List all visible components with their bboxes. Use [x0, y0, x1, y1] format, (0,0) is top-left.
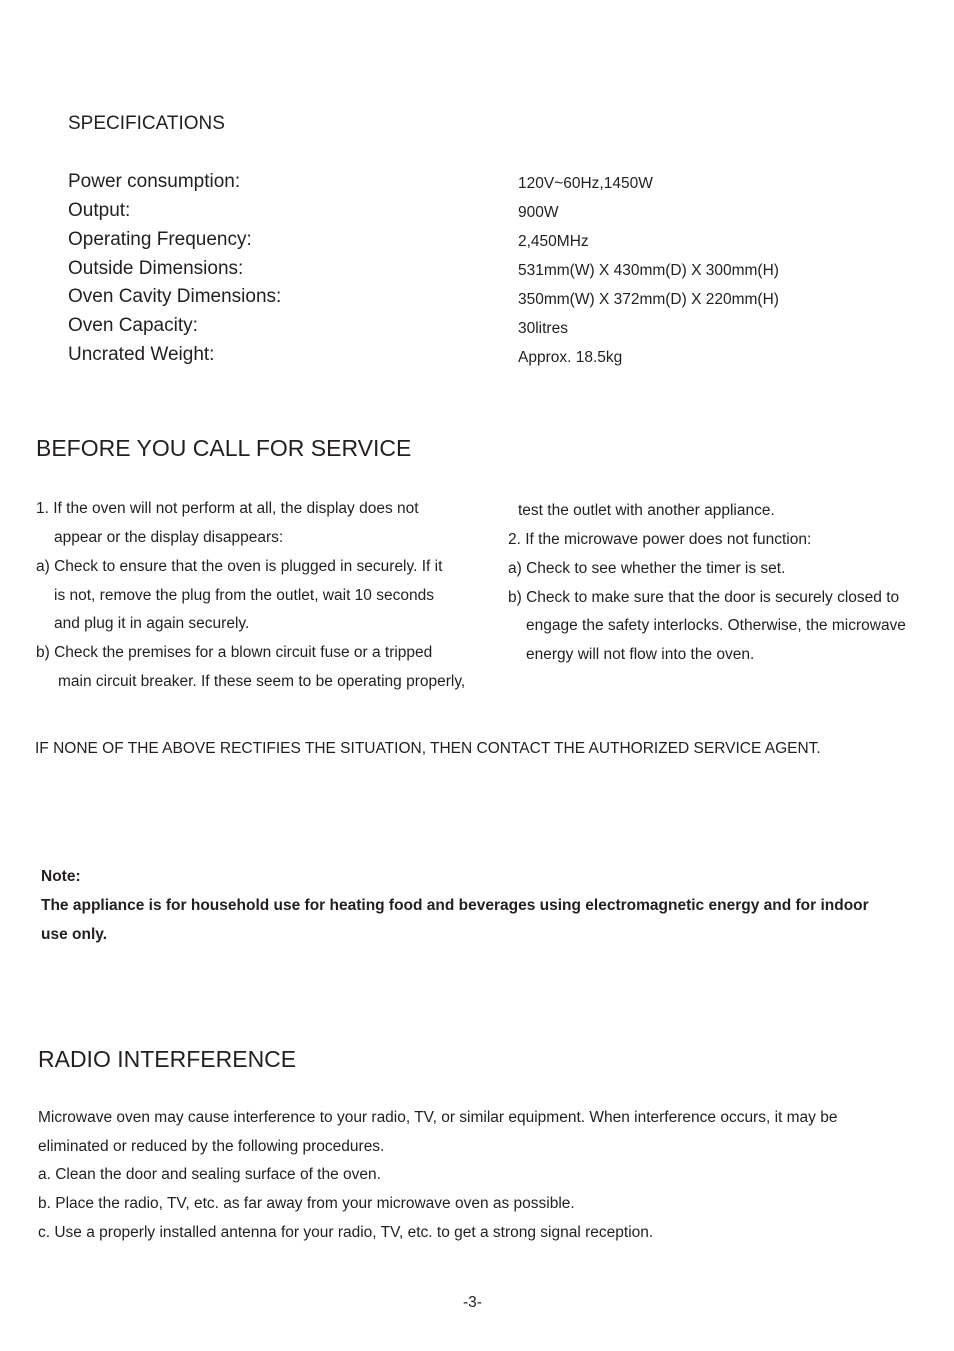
radio-paragraph-line: Microwave oven may cause interference to your radio, TV, or similar equipment. When interference occurs, it may be	[38, 1109, 838, 1126]
spec-label-capacity: Oven Capacity:	[68, 315, 198, 336]
service-right-line: a) Check to see whether the timer is set.	[508, 560, 786, 577]
spec-value-cavity-dimensions: 350mm(W) X 372mm(D) X 220mm(H)	[518, 291, 779, 308]
service-left-line: and plug it in again securely.	[54, 615, 250, 632]
service-right-line: 2. If the microwave power does not function:	[508, 531, 812, 548]
service-final-notice: IF NONE OF THE ABOVE RECTIFIES THE SITUATION, THEN CONTACT THE AUTHORIZED SERVICE AGENT.	[35, 740, 821, 757]
spec-value-output: 900W	[518, 204, 559, 221]
radio-list-item: b. Place the radio, TV, etc. as far away from your microwave oven as possible.	[38, 1195, 575, 1212]
spec-value-power: 120V~60Hz,1450W	[518, 175, 653, 192]
service-right-line: engage the safety interlocks. Otherwise, the microwave	[526, 617, 906, 634]
spec-label-power: Power consumption:	[68, 171, 241, 192]
radio-list-item: a. Clean the door and sealing surface of the oven.	[38, 1166, 381, 1183]
note-label: Note:	[41, 868, 81, 885]
spec-value-outside-dimensions: 531mm(W) X 430mm(D) X 300mm(H)	[518, 262, 779, 279]
service-left-line: b) Check the premises for a blown circuit fuse or a tripped	[36, 644, 433, 661]
service-section-title: BEFORE YOU CALL FOR SERVICE	[36, 435, 412, 461]
spec-value-weight: Approx. 18.5kg	[518, 349, 623, 366]
service-left-line: appear or the display disappears:	[54, 529, 284, 546]
spec-label-cavity-dimensions: Oven Cavity Dimensions:	[68, 286, 282, 307]
service-right-line: test the outlet with another appliance.	[518, 502, 775, 519]
note-text-line: use only.	[41, 926, 108, 943]
radio-list-item: c. Use a properly installed antenna for your radio, TV, etc. to get a strong signal reception.	[38, 1224, 654, 1241]
spec-label-output: Output:	[68, 200, 131, 221]
radio-paragraph-line: eliminated or reduced by the following procedures.	[38, 1138, 385, 1155]
service-left-line: is not, remove the plug from the outlet, wait 10 seconds	[54, 587, 434, 604]
spec-label-weight: Uncrated Weight:	[68, 344, 215, 365]
service-left-line: a) Check to ensure that the oven is plugged in securely. If it	[36, 558, 443, 575]
spec-value-capacity: 30litres	[518, 320, 568, 337]
service-left-line: 1. If the oven will not perform at all, the display does not	[36, 500, 419, 517]
spec-value-frequency: 2,450MHz	[518, 233, 589, 250]
spec-label-outside-dimensions: Outside Dimensions:	[68, 258, 244, 279]
note-text-line: The appliance is for household use for heating food and beverages using electromagnetic energy and for indoor	[41, 897, 869, 914]
service-right-line: b) Check to make sure that the door is securely closed to	[508, 589, 900, 606]
spec-label-frequency: Operating Frequency:	[68, 229, 252, 250]
service-right-line: energy will not flow into the oven.	[526, 646, 755, 663]
page-number: -3-	[463, 1294, 482, 1311]
radio-section-title: RADIO INTERFERENCE	[38, 1046, 297, 1072]
specifications-title: SPECIFICATIONS	[68, 113, 225, 134]
service-left-line: main circuit breaker. If these seem to be operating properly,	[58, 673, 466, 690]
